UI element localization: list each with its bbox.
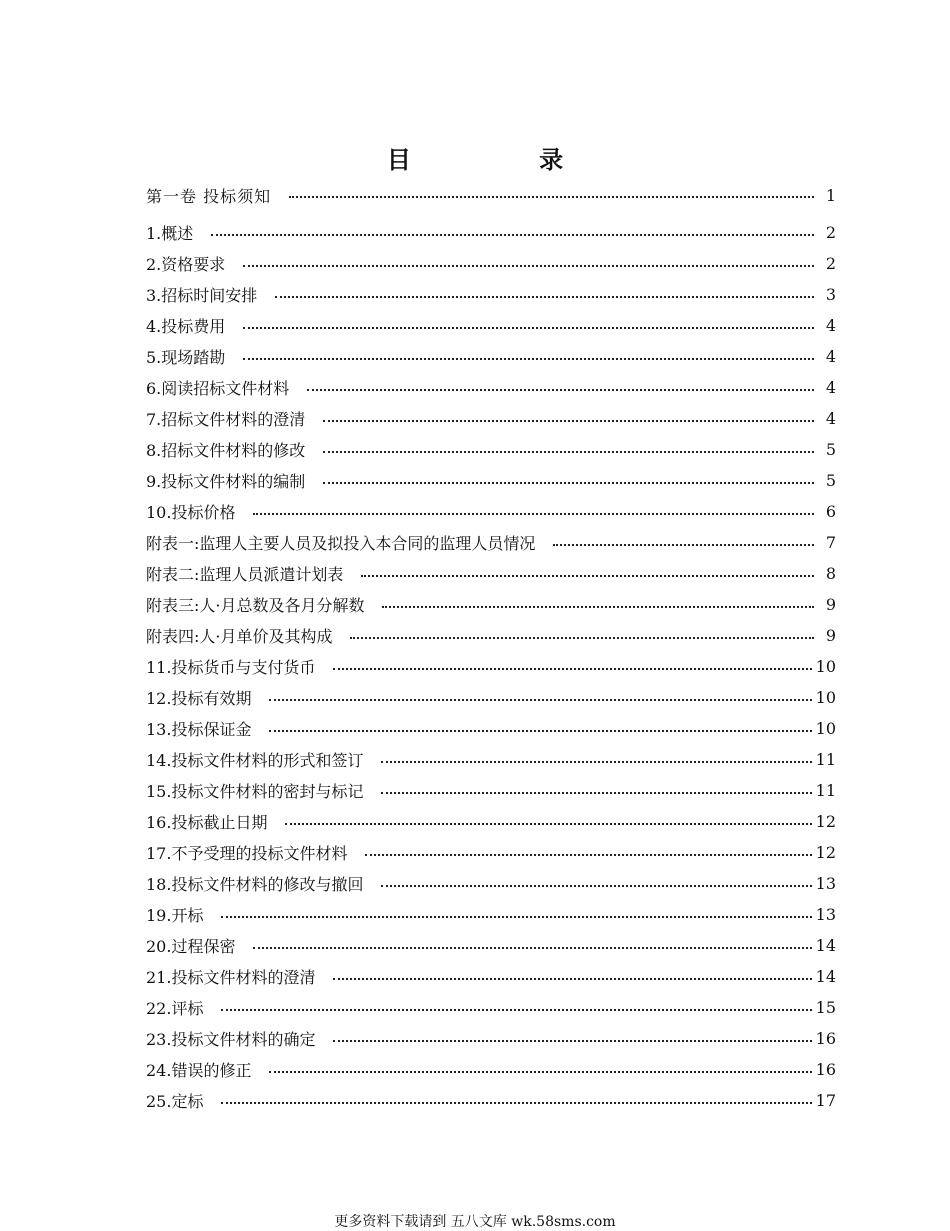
toc-entry-page-number: 15: [815, 998, 836, 1017]
toc-entry-label: 附表二:监理人员派遣计划表: [146, 565, 344, 584]
toc-entry[interactable]: [146, 1054, 836, 1085]
toc-entry-page-number: 7: [825, 533, 836, 552]
toc-dot-leader: [333, 668, 811, 670]
toc-entry-page-number: 11: [815, 781, 836, 800]
toc-entry-label: 5.现场踏勘: [146, 348, 226, 367]
toc-entry[interactable]: [146, 403, 836, 434]
toc-entry-label: 19.开标: [146, 906, 204, 925]
toc-entry[interactable]: [146, 527, 836, 558]
toc-entry-label: 7.招标文件材料的澄清: [146, 410, 306, 429]
toc-entry-label: 23.投标文件材料的确定: [146, 1030, 316, 1049]
toc-entry[interactable]: [146, 682, 836, 713]
toc-entry-page-number: 16: [815, 1029, 836, 1048]
toc-entry-label: 第一卷 投标须知: [146, 186, 272, 206]
footer-note: 更多资料下载请到 五八文库 wk.58sms.com: [334, 1214, 616, 1230]
toc-entry-label: 3.招标时间安排: [146, 286, 258, 305]
toc-dot-leader: [269, 1071, 811, 1073]
toc-entry[interactable]: [146, 620, 836, 651]
toc-entry-page-number: 2: [825, 254, 836, 273]
toc-entry-label: 9.投标文件材料的编制: [146, 472, 306, 491]
toc-entry-page-number: 6: [825, 502, 836, 521]
toc-entry[interactable]: [146, 279, 836, 310]
toc-entry-page-number: 5: [825, 440, 836, 459]
toc-dot-leader: [289, 196, 814, 198]
toc-entry-label: 16.投标截止日期: [146, 813, 268, 832]
toc-dot-leader: [221, 1009, 811, 1011]
toc-entry[interactable]: [146, 248, 836, 279]
toc-entry-page-number: 10: [815, 688, 836, 707]
toc-entry-label: 18.投标文件材料的修改与撤回: [146, 875, 364, 894]
toc-entry-page-number: 12: [815, 843, 836, 862]
toc-entry-label: 4.投标费用: [146, 317, 226, 336]
toc-entry-label: 13.投标保证金: [146, 720, 252, 739]
toc-dot-leader: [323, 451, 814, 453]
toc-entry-page-number: 14: [815, 936, 836, 955]
toc-dot-leader: [253, 513, 814, 515]
toc-entry-label: 21.投标文件材料的澄清: [146, 968, 316, 987]
toc-entry-page-number: 10: [815, 719, 836, 738]
toc-entry-page-number: 8: [825, 564, 836, 583]
toc-entry-label: 22.评标: [146, 999, 204, 1018]
toc-entry[interactable]: [146, 837, 836, 868]
toc-entry-label: 11.投标货币与支付货币: [146, 658, 316, 677]
toc-dot-leader: [221, 1102, 811, 1104]
toc-entry[interactable]: [146, 181, 836, 209]
toc-entry[interactable]: [146, 930, 836, 961]
toc-entry-label: 2.资格要求: [146, 255, 226, 274]
toc-dot-leader: [361, 575, 814, 577]
toc-entry[interactable]: [146, 310, 836, 341]
toc-entry-page-number: 13: [815, 874, 836, 893]
toc-entry[interactable]: [146, 1023, 836, 1054]
toc-dot-leader: [243, 327, 814, 329]
toc-dot-leader: [243, 265, 814, 267]
toc-entry-label: 附表三:人·月总数及各月分解数: [146, 596, 365, 615]
toc-entry-label: 24.错误的修正: [146, 1061, 252, 1080]
toc-entry-page-number: 2: [825, 223, 836, 242]
toc-dot-leader: [381, 885, 811, 887]
toc-entry-page-number: 9: [825, 595, 836, 614]
toc-title: 目 录: [386, 146, 624, 174]
toc-entry-page-number: 14: [815, 967, 836, 986]
toc-entry[interactable]: [146, 744, 836, 775]
toc-dot-leader: [350, 637, 814, 639]
toc-entry-page-number: 12: [815, 812, 836, 831]
toc-entry[interactable]: [146, 775, 836, 806]
toc-entry-page-number: 4: [825, 409, 836, 428]
toc-dot-leader: [323, 420, 814, 422]
toc-dot-leader: [253, 947, 811, 949]
toc-entry-label: 6.阅读招标文件材料: [146, 379, 290, 398]
toc-entry[interactable]: [146, 992, 836, 1023]
toc-entry[interactable]: [146, 961, 836, 992]
toc-entry-label: 14.投标文件材料的形式和签订: [146, 751, 364, 770]
toc-entry-page-number: 9: [825, 626, 836, 645]
toc-entry-label: 附表一:监理人主要人员及拟投入本合同的监理人员情况: [146, 534, 536, 553]
toc-entry-page-number: 3: [825, 285, 836, 304]
toc-dot-leader: [269, 730, 811, 732]
toc-dot-leader: [333, 978, 811, 980]
toc-entry-label: 1.概述: [146, 224, 194, 243]
toc-entry[interactable]: [146, 217, 836, 248]
toc-dot-leader: [243, 358, 814, 360]
toc-dot-leader: [307, 389, 814, 391]
toc-entry[interactable]: [146, 1085, 836, 1116]
toc-entry[interactable]: [146, 589, 836, 620]
toc-entry[interactable]: [146, 558, 836, 589]
toc-entry-label: 附表四:人·月单价及其构成: [146, 627, 333, 646]
toc-entry[interactable]: [146, 651, 836, 682]
toc-entry-page-number: 4: [825, 347, 836, 366]
toc-entry-label: 17.不予受理的投标文件材料: [146, 844, 348, 863]
toc-entry[interactable]: [146, 496, 836, 527]
toc-entry-page-number: 16: [815, 1060, 836, 1079]
toc-entry[interactable]: [146, 806, 836, 837]
toc-entry-page-number: 1: [825, 185, 836, 205]
toc-entry[interactable]: [146, 713, 836, 744]
toc-dot-leader: [365, 854, 811, 856]
toc-entry[interactable]: [146, 372, 836, 403]
toc-entry-label: 25.定标: [146, 1092, 204, 1111]
toc-entry-label: 20.过程保密: [146, 937, 236, 956]
table-of-contents: [146, 181, 836, 1116]
toc-entry-page-number: 17: [815, 1091, 836, 1110]
toc-entry-page-number: 10: [815, 657, 836, 676]
toc-entry-label: 12.投标有效期: [146, 689, 252, 708]
toc-dot-leader: [381, 761, 811, 763]
toc-dot-leader: [275, 296, 814, 298]
toc-entry[interactable]: [146, 465, 836, 496]
toc-dot-leader: [333, 1040, 811, 1042]
toc-dot-leader: [381, 792, 811, 794]
toc-entry-label: 10.投标价格: [146, 503, 236, 522]
toc-dot-leader: [211, 234, 814, 236]
toc-entry[interactable]: [146, 341, 836, 372]
toc-dot-leader: [285, 823, 811, 825]
toc-dot-leader: [553, 544, 814, 546]
toc-dot-leader: [221, 916, 811, 918]
toc-entry-page-number: 4: [825, 316, 836, 335]
toc-entry-page-number: 5: [825, 471, 836, 490]
toc-dot-leader: [269, 699, 811, 701]
toc-entry-page-number: 11: [815, 750, 836, 769]
toc-entry-page-number: 4: [825, 378, 836, 397]
toc-entry[interactable]: [146, 899, 836, 930]
toc-entry[interactable]: [146, 434, 836, 465]
toc-dot-leader: [323, 482, 814, 484]
toc-entry[interactable]: [146, 868, 836, 899]
toc-entry-page-number: 13: [815, 905, 836, 924]
toc-entry-label: 15.投标文件材料的密封与标记: [146, 782, 364, 801]
toc-dot-leader: [382, 606, 814, 608]
toc-entry-label: 8.招标文件材料的修改: [146, 441, 306, 460]
